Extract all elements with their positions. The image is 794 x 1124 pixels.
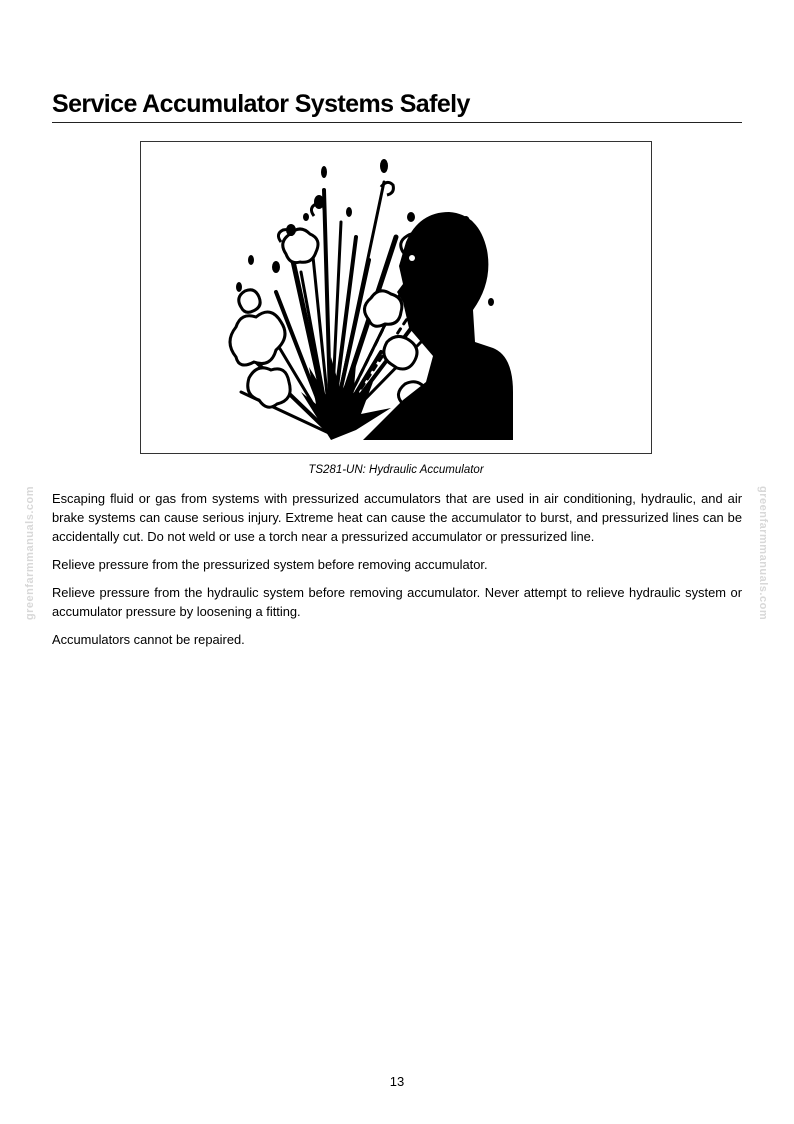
watermark-right: greenfarmmanuals.com xyxy=(757,486,769,621)
watermark-left: greenfarmmanuals.com xyxy=(24,486,36,621)
paragraph-no-repair: Accumulators cannot be repaired. xyxy=(52,632,245,647)
paragraph-hazard: Escaping fluid or gas from systems with pressurized accumulators that are used in air conditioning, hydraulic, and air brake systems can cause serious injury. Extreme heat can cause the accumulator to burst, and pressurized lines can be accidentally cut. Do not weld or use a torch near a pressurized accumulator or pressurized line. xyxy=(52,491,742,544)
explosion-warning-icon xyxy=(141,142,650,452)
body-text xyxy=(52,489,742,658)
paragraph-relieve-hydraulic: Relieve pressure from the hydraulic system before removing accumulator. Never attempt to relieve hydraulic system or accumulator pressure by loosening a fitting. xyxy=(52,585,742,619)
figure-caption: TS281-UN: Hydraulic Accumulator xyxy=(308,464,484,476)
page-title: Service Accumulator Systems Safely xyxy=(52,90,470,118)
title-divider xyxy=(52,122,742,123)
paragraph-relieve-system: Relieve pressure from the pressurized system before removing accumulator. xyxy=(52,557,488,572)
page-number: 13 xyxy=(389,1074,405,1089)
figure-frame xyxy=(140,141,652,454)
